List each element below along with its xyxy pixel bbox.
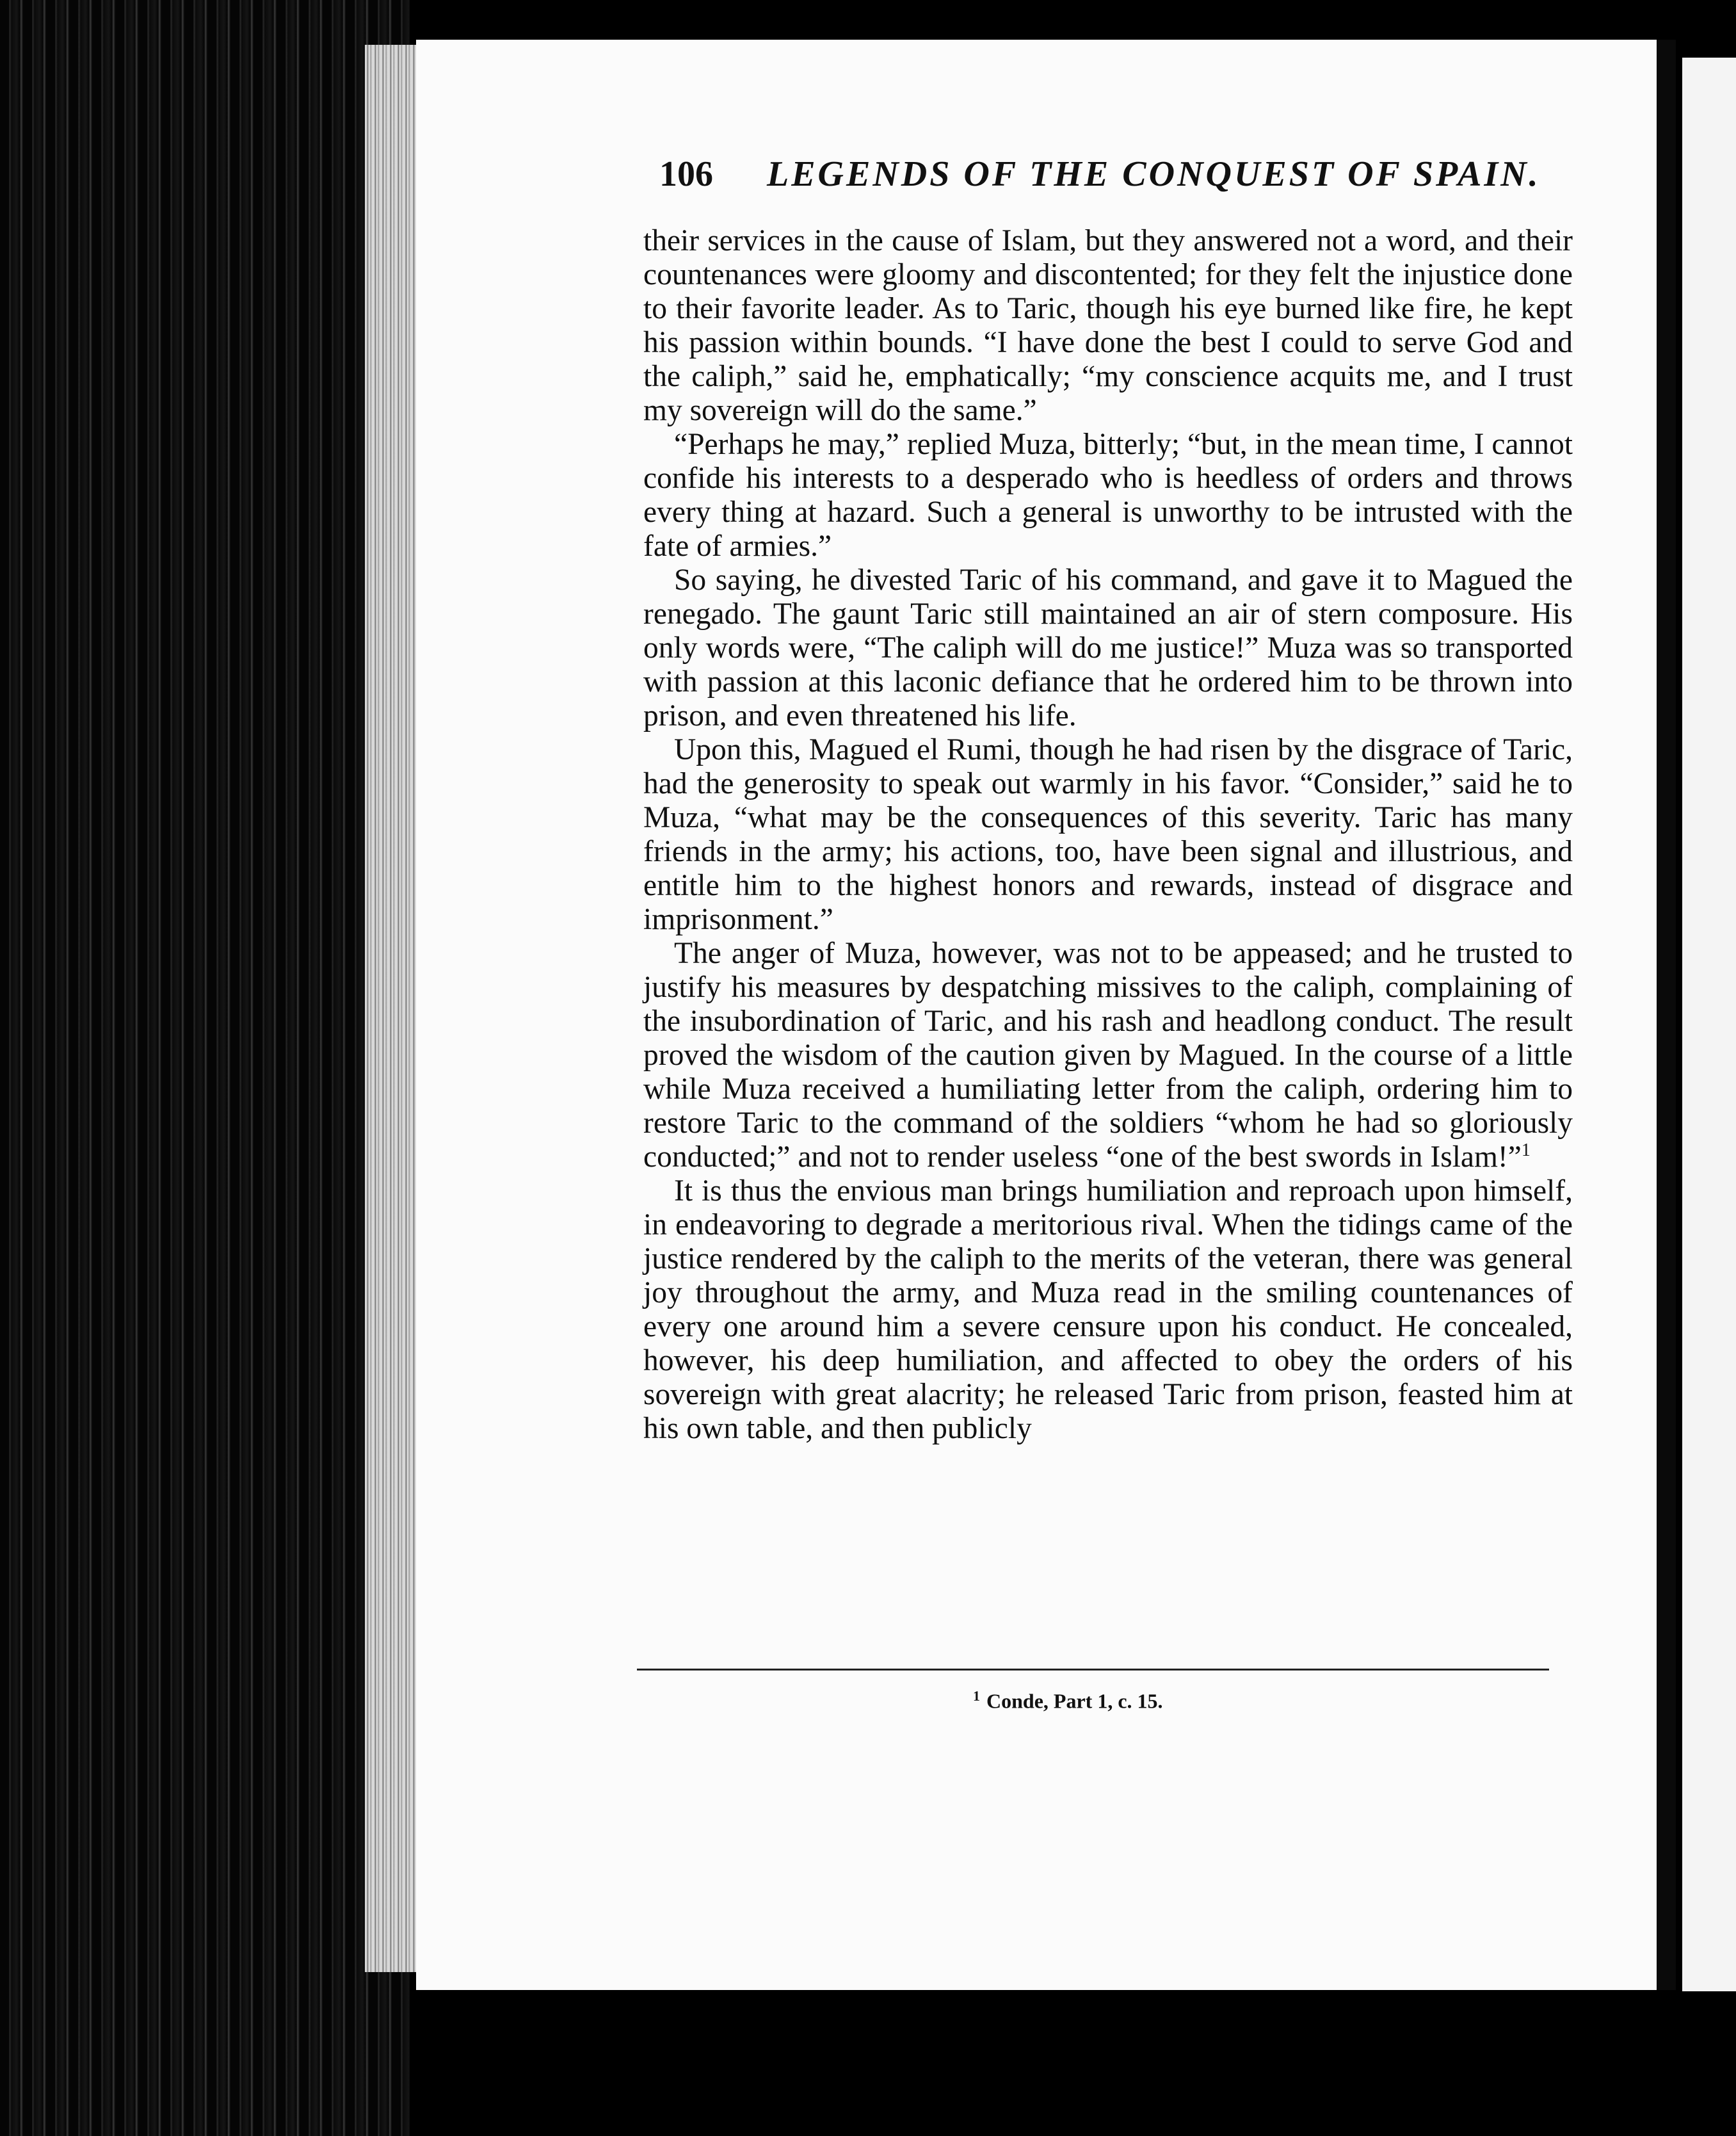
paragraph: So saying, he divested Taric of his command, and gave it to Magued the renegado. The gaunt Taric still maintained an air of stern composure. His only words were, “The caliph will do me justice!” Muza was so transported with passion at this laconic defiance that he ordered him to be thrown into prison, and even threatened his life. [643,563,1573,732]
paragraph: Upon this, Magued el Rumi, though he had risen by the disgrace of Taric, had the generosity to speak out warmly in his favor. “Consider,” said he to Muza, “what may be the consequences of this severity. Taric has many friends in the army; his actions, too, have been signal and illustrious, and entitle him to the highest honors and rewards, instead of disgrace and imprisonment.” [643,733,1573,936]
paragraph: It is thus the envious man brings humiliation and reproach upon himself, in endeavoring to degrade a meritorious rival. When the tidings came of the justice rendered by the caliph to the merits of the veteran, there was general joy throughout the army, and Muza read in the smiling countenances of every one around him a severe censure upon his conduct. He concealed, however, his deep humiliation, and affected to obey the orders of his sovereign with great alacrity; he released Taric from prison, feasted him at his own table, and then publicly [643,1174,1573,1445]
paragraph: their services in the cause of Islam, but they answered not a word, and their countenances were gloomy and discontented; for they felt the injustice done to their favorite leader. As to Taric, though his eye burned like fire, he kept his passion within bounds. “I have done the best I could to serve God and the caliph,” said he, emphatically; “my conscience acquits me, and I trust my sovereign will do the same.” [643,224,1573,427]
running-title: LEGENDS OF THE CONQUEST OF SPAIN. [767,154,1541,194]
book-fore-edge [0,0,410,2136]
page-leaves-edge [365,45,422,1972]
paragraph: “Perhaps he may,” replied Muza, bitterly; “but, in the mean time, I cannot confide his interests to a desperado who is heedless of orders and throws every thing at hazard. Such a general is unworthy to be intrusted with the fate of armies.” [643,428,1573,563]
footnote-marker: 1 [973,1688,980,1704]
body-text [643,224,1573,1446]
footnote-reference: 1 [1521,1140,1531,1161]
page-number: 106 [659,154,713,194]
page-header [659,154,1541,205]
paragraph-text: The anger of Muza, however, was not to be appeased; and he trusted to justify his measures by despatching missives to the caliph, complaining of the insubordination of Taric, and his rash and headlong conduct. The result proved the wisdom of the caution given by Magued. In the course of a little while Muza received a humiliating letter from the caliph, ordering him to restore Taric to the command of the soldiers “whom he had so gloriously conducted;” and not to render useless “one of the best swords in Islam!” [643,937,1573,1174]
paragraph-with-footnote [643,937,1573,1174]
footnote [973,1688,1163,1713]
footnote-text: Conde, Part 1, c. 15. [986,1689,1163,1713]
adjacent-page-edge [1682,58,1736,1991]
footnote-rule [637,1669,1549,1671]
gutter-shadow [1657,40,1676,1990]
